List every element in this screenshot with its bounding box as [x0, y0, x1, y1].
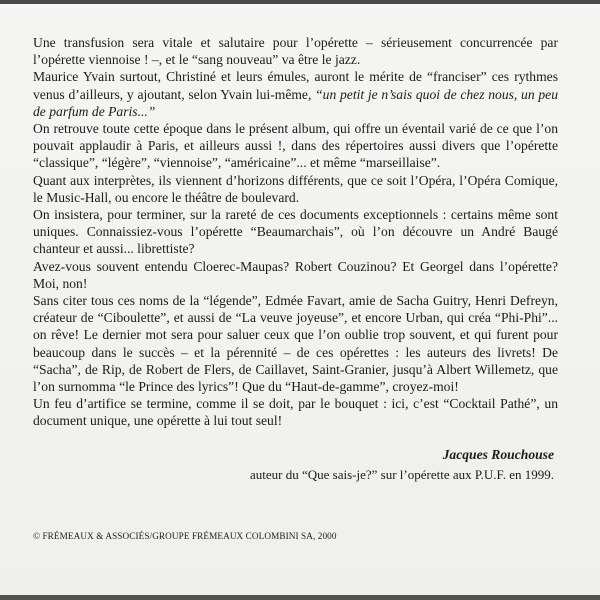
paragraph-2: [33, 68, 558, 120]
article-body: [33, 34, 558, 430]
copyright-notice: © FRÉMEAUX & ASSOCIÉS/GROUPE FRÉMEAUX COLOMBINI SA, 2000: [33, 531, 337, 541]
paragraph-8: Un feu d’artifice se termine, comme il se doit, par le bouquet : ici, c’est “Cocktail Pathé”, un document unique, une opérette à lui tout seul!: [33, 396, 558, 429]
paragraph-5: On insistera, pour terminer, sur la rareté de ces documents exceptionnels : certains même sont uniques. Connaissiez-vous l’opérette “Beaumarchais”, où l’on découvre un André Baugé chanteur et aussi... librettiste?: [33, 207, 558, 257]
paragraph-7: Sans citer tous ces noms de la “légende”, Edmée Favart, amie de Sacha Guitry, Henri Defreyn, créateur de “Ciboulette”, et aussi de “La veuve joyeuse”, et encore Urban, qui créa “Phi-Phi”... on rêve! Le dernier mot sera pour saluer ceux que l’on oublie trop souvent, et qui furent pour beaucoup dans le succès – et la pérennité – de ces opérettes : les auteurs des livrets! De “Sacha”, de Rip, de Robert de Flers, de Caillavet, Saint-Granier, jusqu’à Albert Willemetz, que l’on surnomma “le Prince des lyrics”! Que du “Haut-de-gamme”, croyez-moi!: [33, 293, 558, 395]
paragraph-3: On retrouve toute cette époque dans le présent album, qui offre un éventail varié de ce que l’on pouvait applaudir à Paris, et ailleurs aussi !, dans des répertoires aussi divers que l’opérette “classique”, “légère”, “viennoise”, “américaine”... et même “marseillaise”.: [33, 121, 558, 171]
page-edge-bottom: [0, 595, 600, 600]
page-edge-top: [0, 0, 600, 4]
yvain-quote: “un petit je n’sais quoi de chez nous, un peu de parfum de Paris...”: [33, 86, 559, 119]
author-signature: Jacques Rouchouse: [442, 447, 554, 462]
author-credit: auteur du “Que sais-je?” sur l’opérette aux P.U.F. en 1999.: [249, 467, 554, 482]
paragraph-2-text: Maurice Yvain surtout, Christiné et leurs émules, auront le mérite de “franciser” ces rythmes venus d’ailleurs, y ajoutant, selon Yvain lui-même,: [33, 69, 558, 102]
paragraph-4: Quant aux interprètes, ils viennent d’horizons différents, que ce soit l’Opéra, l’Opéra Comique, le Music-Hall, ou encore le théâtre de boulevard.: [33, 172, 558, 205]
paragraph-1: Une transfusion sera vitale et salutaire pour l’opérette – sérieusement concurrencée par l’opérette viennoise ! –, et le “sang nouveau” va être le jazz.: [33, 35, 558, 68]
paragraph-6: Avez-vous souvent entendu Cloerec-Maupas? Robert Couzinou? Et Georgel dans l’opérette? Moi, non!: [33, 258, 558, 291]
